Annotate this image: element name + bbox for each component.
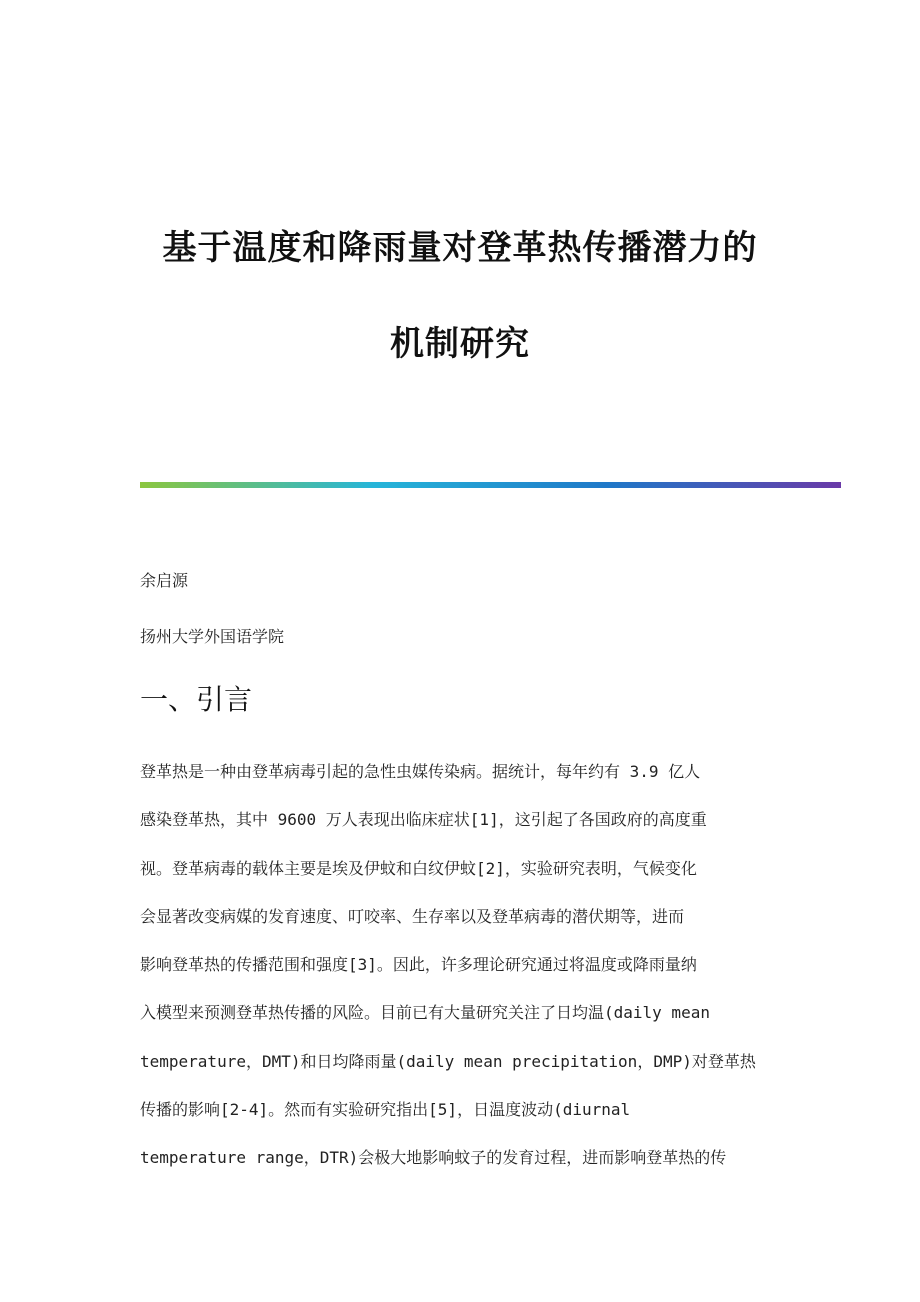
body-line: 入模型来预测登革热传播的风险。目前已有大量研究关注了日均温(daily mean — [140, 1003, 710, 1023]
body-line: 登革热是一种由登革病毒引起的急性虫媒传染病。据统计，每年约有 3.9 亿人 — [140, 762, 701, 781]
author-name: 余启源 — [140, 571, 189, 590]
body-line: 视。登革病毒的载体主要是埃及伊蚊和白纹伊蚊[2]，实验研究表明，气候变化 — [140, 858, 697, 878]
body-line: 感染登革热，其中 9600 万人表现出临床症状[1]，这引起了各国政府的高度重 — [140, 810, 707, 830]
body-line: 会显著改变病媒的发育速度、叮咬率、生存率以及登革病毒的潜伏期等，进而 — [140, 906, 685, 926]
section-heading: 一、引言 — [140, 683, 253, 716]
title-line-2: 机制研究 — [390, 324, 530, 364]
author-affiliation: 扬州大学外国语学院 — [140, 627, 285, 646]
body-line: 影响登革热的传播范围和强度[3]。因此，许多理论研究通过将温度或降雨量纳 — [140, 955, 697, 975]
body-line: 传播的影响[2-4]。然而有实验研究指出[5]，日温度波动(diurnal — [140, 1100, 631, 1120]
body-line: temperature range，DTR)会极大地影响蚊子的发育过程，进而影响登革热的传 — [140, 1148, 727, 1168]
title-line-1: 基于温度和降雨量对登革热传播潜力的 — [162, 228, 758, 268]
body-paragraph — [140, 757, 780, 1192]
gradient-divider — [140, 482, 841, 488]
body-line: temperature，DMT)和日均降雨量(daily mean precipitation，DMP)对登革热 — [140, 1051, 756, 1071]
